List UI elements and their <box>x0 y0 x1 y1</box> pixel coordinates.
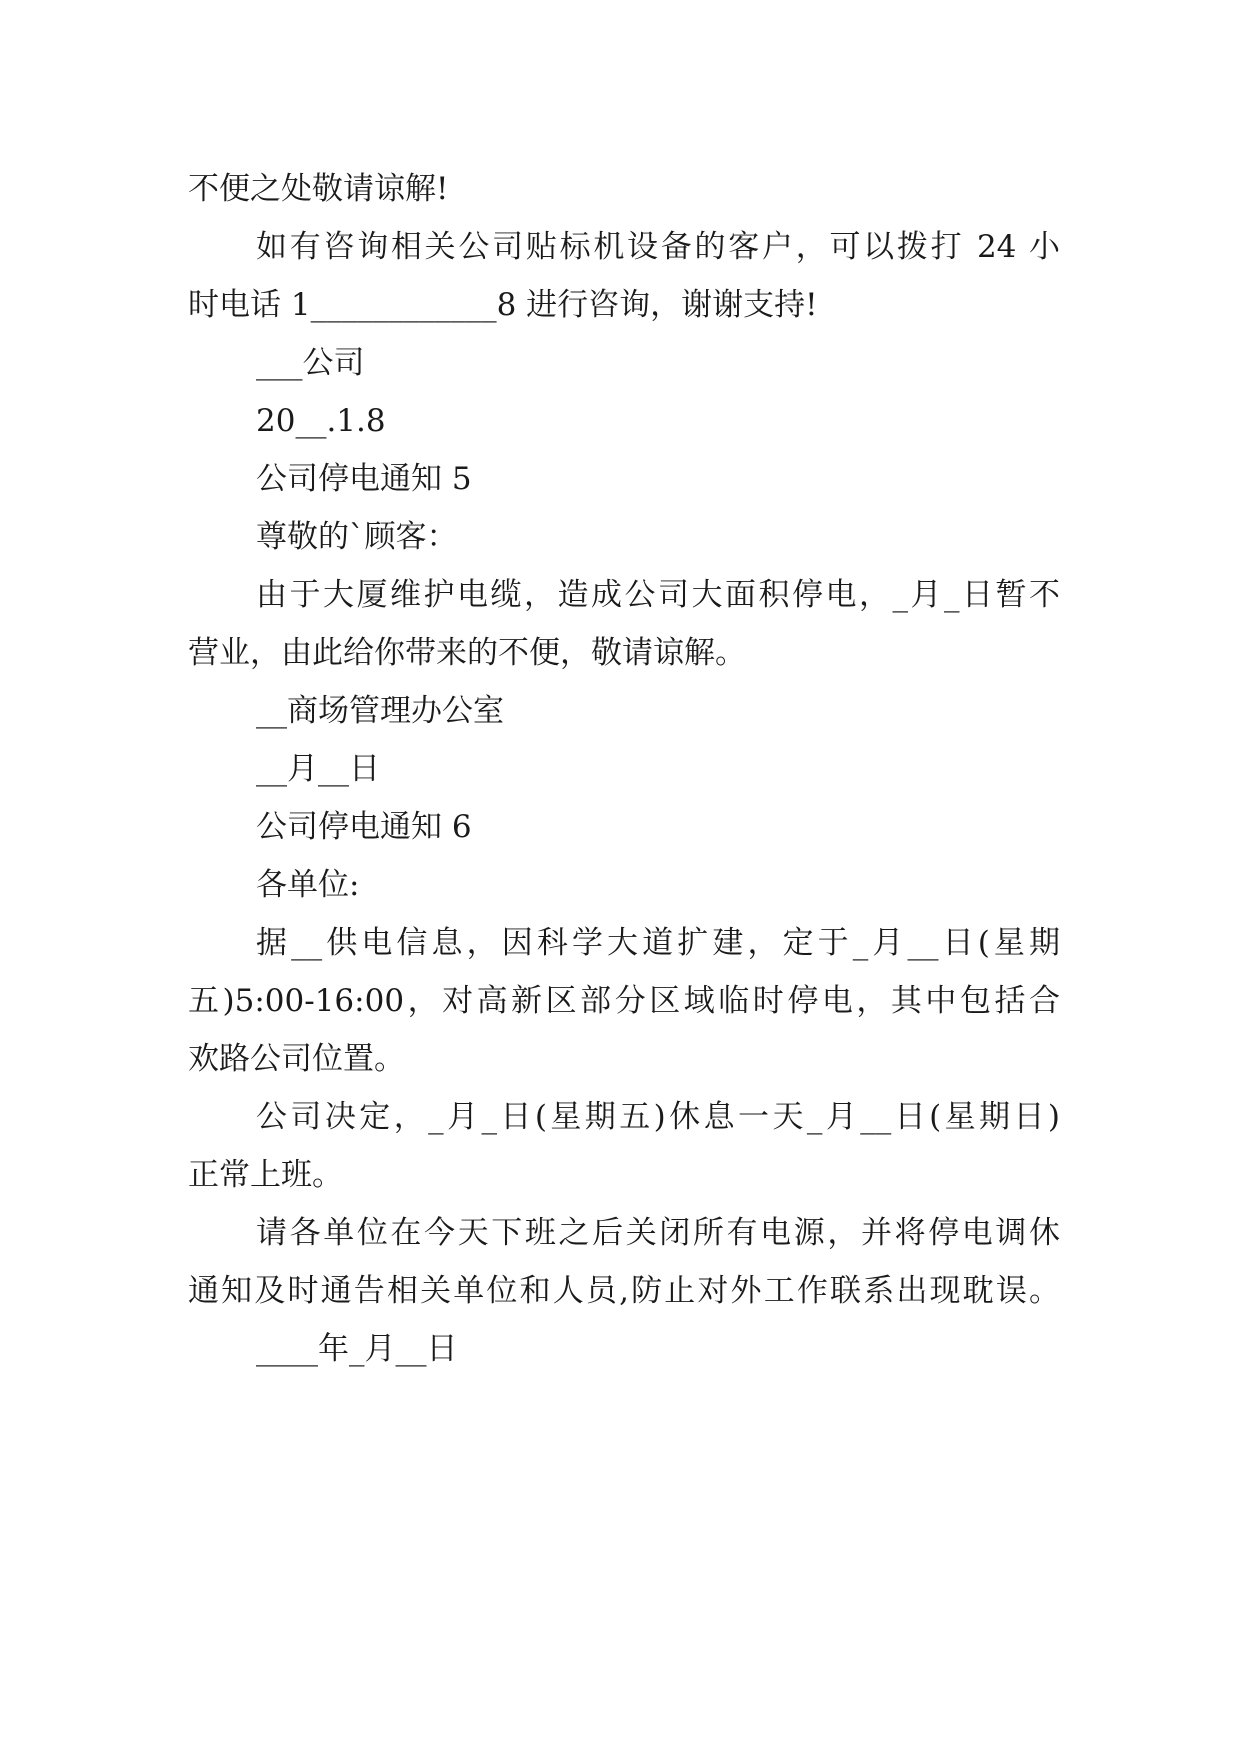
text-line: 五)5:00-16:00，对高新区部分区域临时停电，其中包括合 <box>188 983 1060 1019</box>
salutation: 各单位: <box>256 867 360 903</box>
salutation: 尊敬的`顾客： <box>256 519 458 555</box>
text-line: 营业，由此给你带来的不便，敬请谅解。 <box>188 635 746 671</box>
document-body <box>188 160 1060 1378</box>
signature-date: ____年_月__日 <box>256 1331 458 1367</box>
text-line: 正常上班。 <box>188 1157 343 1193</box>
section-title: 公司停电通知 5 <box>256 461 472 497</box>
text-line: 不便之处敬请谅解! <box>188 171 449 207</box>
text-line: 通知及时通告相关单位和人员,防止对外工作联系出现耽误。 <box>188 1273 1060 1309</box>
text-line: 公司决定，_月_日(星期五)休息一天_月__日(星期日) <box>256 1099 1060 1135</box>
text-line: 欢路公司位置。 <box>188 1041 405 1077</box>
section-title: 公司停电通知 6 <box>256 809 472 845</box>
text-line: 由于大厦维护电缆，造成公司大面积停电，_月_日暂不 <box>256 577 1060 613</box>
signature-office: __商场管理办公室 <box>256 693 504 729</box>
text-line: 请各单位在今天下班之后关闭所有电源，并将停电调休 <box>256 1215 1060 1251</box>
signature-date: 20__.1.8 <box>256 403 386 439</box>
text-line: 时电话 1____________8 进行咨询，谢谢支持! <box>188 287 818 323</box>
signature-company: ___公司 <box>256 345 365 381</box>
text-line: 据__供电信息，因科学大道扩建，定于_月__日(星期 <box>256 925 1060 961</box>
signature-date: __月__日 <box>256 751 380 787</box>
text-line: 如有咨询相关公司贴标机设备的客户，可以拨打 24 小 <box>256 229 1060 265</box>
